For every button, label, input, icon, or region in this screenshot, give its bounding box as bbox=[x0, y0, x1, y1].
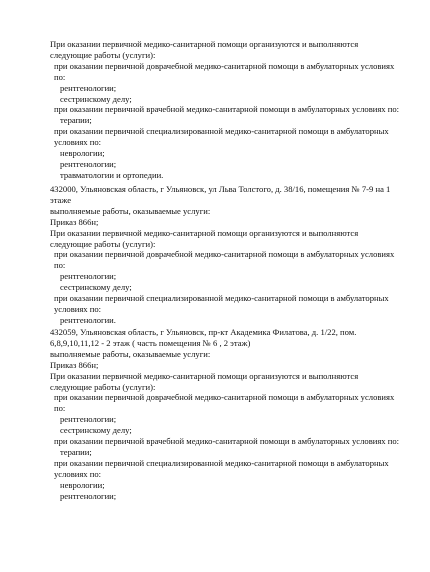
paragraph: Приказ 866н; bbox=[50, 359, 99, 370]
list-item: терапии; bbox=[60, 446, 92, 457]
paragraph: При оказании первичной медико-санитарной помощи организуются и выполняются следующие работы (услуги): bbox=[50, 370, 359, 392]
list-item: сестринскому делу; bbox=[60, 425, 132, 436]
section-heading: при оказании первичной доврачебной медико-санитарной помощи в амбулаторных условиях по: bbox=[54, 60, 395, 82]
list-item: рентгенологии; bbox=[60, 490, 117, 501]
section-heading: при оказании первичной специализированной медико-санитарной помощи в амбулаторных условиях по: bbox=[54, 293, 389, 314]
list-item: рентгенологии; bbox=[60, 158, 117, 169]
list-item: рентгенологии. bbox=[60, 314, 116, 325]
paragraph: При оказании первичной медико-санитарной помощи организуются и выполняются следующие работы (услуги): bbox=[50, 227, 359, 249]
list-item: неврологии; bbox=[60, 479, 105, 490]
services-block-1 bbox=[50, 39, 400, 181]
paragraph: выполняемые работы, оказываемые услуги: bbox=[50, 348, 211, 359]
section-heading: при оказании первичной специализированной медико-санитарной помощи в амбулаторных условиях по: bbox=[54, 457, 389, 479]
address-block-filatova bbox=[50, 327, 400, 502]
section-heading: при оказании первичной доврачебной медико-санитарной помощи в амбулаторных условиях по: bbox=[54, 249, 395, 271]
paragraph: 432059, Ульяновская область, г Ульяновск, пр-кт Академика Филатова, д. 1/22, пом. 6,8,9,10,11,12 - 2 этаж ( часть помещения № 6 , 2 этаж) bbox=[50, 327, 357, 348]
section-heading: при оказании первичной врачебной медико-санитарной помощи в амбулаторных условиях по: bbox=[54, 104, 400, 115]
section-heading: при оказании первичной доврачебной медико-санитарной помощи в амбулаторных условиях по: bbox=[54, 392, 395, 414]
section-heading: при оказании первичной специализированной медико-санитарной помощи в амбулаторных условиях по: bbox=[54, 126, 389, 148]
list-item: сестринскому делу; bbox=[60, 282, 132, 293]
paragraph: 432000, Ульяновская область, г Ульяновск, ул Льва Толстого, д. 38/16, помещения № 7-9 на 1 этаже bbox=[50, 184, 391, 205]
list-item: рентгенологии; bbox=[60, 414, 117, 425]
address-block-lva-tolstogo bbox=[50, 184, 400, 326]
section-heading: при оказании первичной врачебной медико-санитарной помощи в амбулаторных условиях по: bbox=[54, 436, 400, 447]
list-item: неврологии; bbox=[60, 148, 105, 159]
list-item: терапии; bbox=[60, 115, 92, 126]
list-item: сестринскому делу; bbox=[60, 93, 132, 104]
paragraph: выполняемые работы, оказываемые услуги: bbox=[50, 205, 211, 216]
list-item: рентгенологии; bbox=[60, 82, 117, 93]
paragraph: При оказании первичной медико-санитарной помощи организуются и выполняются следующие работы (услуги): bbox=[50, 39, 359, 60]
paragraph: Приказ 866н; bbox=[50, 216, 99, 227]
list-item: рентгенологии; bbox=[60, 271, 117, 282]
list-item: травматологии и ортопедии. bbox=[60, 169, 164, 180]
